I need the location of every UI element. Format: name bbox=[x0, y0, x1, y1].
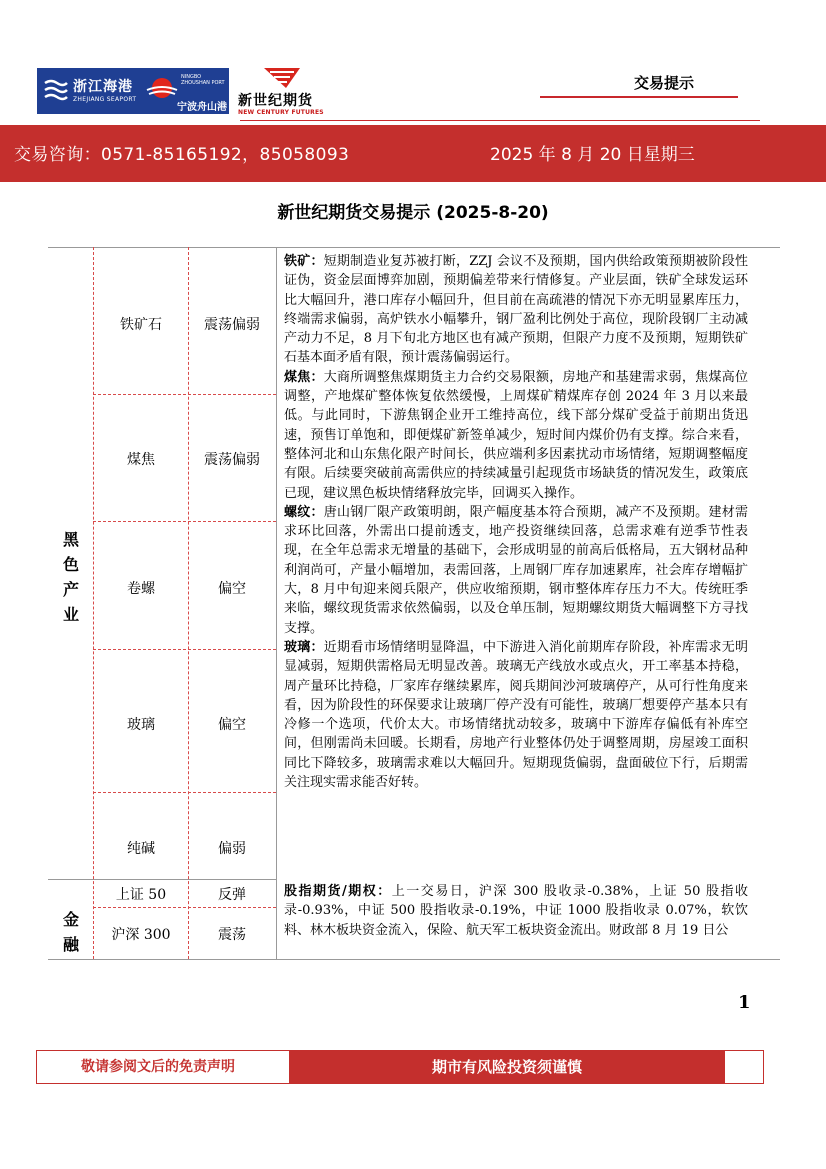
row-divider bbox=[93, 521, 276, 522]
analysis-black-sector bbox=[284, 252, 748, 792]
report-date: 2025 年 8 月 20 日星期三 bbox=[490, 145, 695, 165]
logo-subtext: NEW CENTURY FUTURES bbox=[238, 109, 324, 116]
sector-label-finance: 金 融 bbox=[62, 910, 79, 954]
row-divider bbox=[93, 907, 276, 908]
analysis-paragraph: 铁矿：短期制造业复苏被打断，ZZJ 会议不及预期，国内供给政策预期被阶段性证伪，资金层面博弈加剧，预期偏差带来行情修复。产业层面，铁矿全球发运环比大幅回升，港口库存小幅回升，但目前在高疏港的情况下亦无明显累库压力，终端需求偏弱，高炉铁水小幅攀升，钢厂盈利比例处于高位，现阶段钢厂主动减产动力不足，8 月下旬北方地区也有减产预期，但限产力度不及预期，短期铁矿石基本面矛盾有限，预计震荡偏弱运行。 bbox=[284, 254, 748, 366]
disclaimer-link[interactable]: 敬请参阅文后的免责声明 bbox=[81, 1059, 235, 1075]
logo-subtext: NINGBO ZHOUSHAN PORT bbox=[181, 74, 225, 86]
header-title: 交易提示 bbox=[634, 74, 695, 92]
analysis-finance-sector bbox=[284, 882, 748, 940]
product-name: 铁矿石 bbox=[120, 317, 162, 333]
row-divider bbox=[93, 792, 276, 793]
risk-warning: 期市有风险投资须谨慎 bbox=[289, 1051, 725, 1083]
product-name: 沪深 300 bbox=[111, 927, 171, 943]
document-title: 新世纪期货交易提示 (2025-8-20) bbox=[277, 203, 549, 223]
product-name: 纯碱 bbox=[127, 841, 155, 857]
contact-banner bbox=[0, 125, 826, 182]
new-century-logo bbox=[238, 66, 324, 120]
product-name: 卷螺 bbox=[127, 581, 155, 597]
wave-icon bbox=[43, 77, 69, 103]
sector-label-black: 黑 色 产 业 bbox=[62, 530, 79, 624]
analysis-paragraph: 股指期货/期权：上一交易日，沪深 300 股收录-0.38%，上证 50 股指收录-0.93%，中证 500 股指收录-0.19%，中证 1000 股指收录 0.07%，软饮料、林木板块资金流入，保险、航天军工板块资金流出。财政部 8 月 19 日公 bbox=[284, 884, 748, 938]
contact-phone: 交易咨询：0571-85165192，85058093 bbox=[14, 145, 350, 165]
sector-divider bbox=[48, 879, 276, 880]
zhejiang-seaport-logo bbox=[37, 68, 137, 114]
analysis-paragraph: 煤焦：大商所调整焦煤期货主力合约交易限额，房地产和基建需求弱，焦煤高位调整，产地煤矿整体恢复依然缓慢，上周煤矿精煤库存创 2024 年 3 月以来最低。与此同时，下游焦钢企业开工维持高位，线下部分煤矿受益于前期出货迅速，预售订单饱和，即便煤矿新签单减少，短时间内煤价仍有支撑。综合来看，整体河北和山东焦化限产时间长，供应端利多因素扰动市场情绪，短期调整幅度有限。后续要突破前高需供应的持续减量引起现货市场缺货的情况发生，政策底已现，建议黑色板块情绪释放完毕，回调买入操作。 bbox=[284, 369, 748, 501]
product-name: 煤焦 bbox=[127, 452, 155, 468]
analysis-paragraph: 玻璃：近期看市场情绪明显降温，中下游进入消化前期库存阶段，补库需求无明显减弱，短期供需格局无明显改善。玻璃无产线放水或点火，开工率基本持稳，周产量环比持稳，厂家库存继续累库，阅兵期间沙河玻璃停产，从可行性角度来看，因为阶段性的环保要求让玻璃厂停产没有可能性，玻璃厂想要停产基本只有冷修一个选项，代价太大。市场情绪扰动较多，玻璃中下游库存偏低有补库空间，但刚需尚未回暖。长期看，房地产行业整体仍处于调整周期，房屋竣工面积同比下降较多，玻璃需求难以大幅回升。短期现货偏弱，盘面破位下行，后期需关注现实需求能否好转。 bbox=[284, 639, 748, 791]
table-border bbox=[48, 247, 780, 248]
header-divider bbox=[540, 96, 738, 98]
logo-text: 浙江海港 bbox=[73, 79, 133, 95]
header-divider bbox=[240, 120, 760, 121]
page-footer bbox=[36, 1050, 764, 1084]
product-view: 偏空 bbox=[218, 581, 246, 597]
logo-text: 宁波舟山港 bbox=[177, 102, 227, 113]
product-name: 上证 50 bbox=[115, 887, 167, 903]
sun-icon bbox=[145, 76, 179, 98]
page-number: 1 bbox=[738, 992, 751, 1013]
product-view: 反弹 bbox=[218, 887, 246, 903]
product-view: 震荡偏弱 bbox=[204, 452, 260, 468]
product-view: 震荡 bbox=[218, 927, 246, 943]
logo-text: 新世纪期货 bbox=[238, 93, 313, 109]
arrow-mark-icon bbox=[262, 66, 302, 90]
row-divider bbox=[93, 394, 276, 395]
product-view: 偏弱 bbox=[218, 841, 246, 857]
ningbo-port-logo bbox=[137, 68, 229, 114]
product-view: 震荡偏弱 bbox=[204, 317, 260, 333]
column-divider bbox=[276, 247, 277, 959]
analysis-paragraph: 螺纹：唐山钢厂限产政策明朗，限产幅度基本符合预期，减产不及预期。建材需求环比回落，外需出口提前透支，地产投资继续回落，总需求难有逆季节性表现，在全年总需求无增量的基础下，会形成明显的前高后低格局，五大钢材品种利润尚可，产量小幅增加，表需回落，上周钢厂库存加速累库，社会库存增幅扩大，8 月中旬迎来阅兵限产，供应收缩预期，钢市整体库存压力不大。传统旺季来临，螺纹现货需求依然偏弱，以及仓单压制，短期螺纹期货大幅调整下方寻找支撑。 bbox=[284, 504, 748, 636]
table-border bbox=[48, 959, 780, 960]
product-name: 玻璃 bbox=[127, 717, 155, 733]
product-view: 偏空 bbox=[218, 717, 246, 733]
logo-subtext: ZHEJIANG SEAPORT bbox=[73, 96, 137, 103]
row-divider bbox=[93, 649, 276, 650]
